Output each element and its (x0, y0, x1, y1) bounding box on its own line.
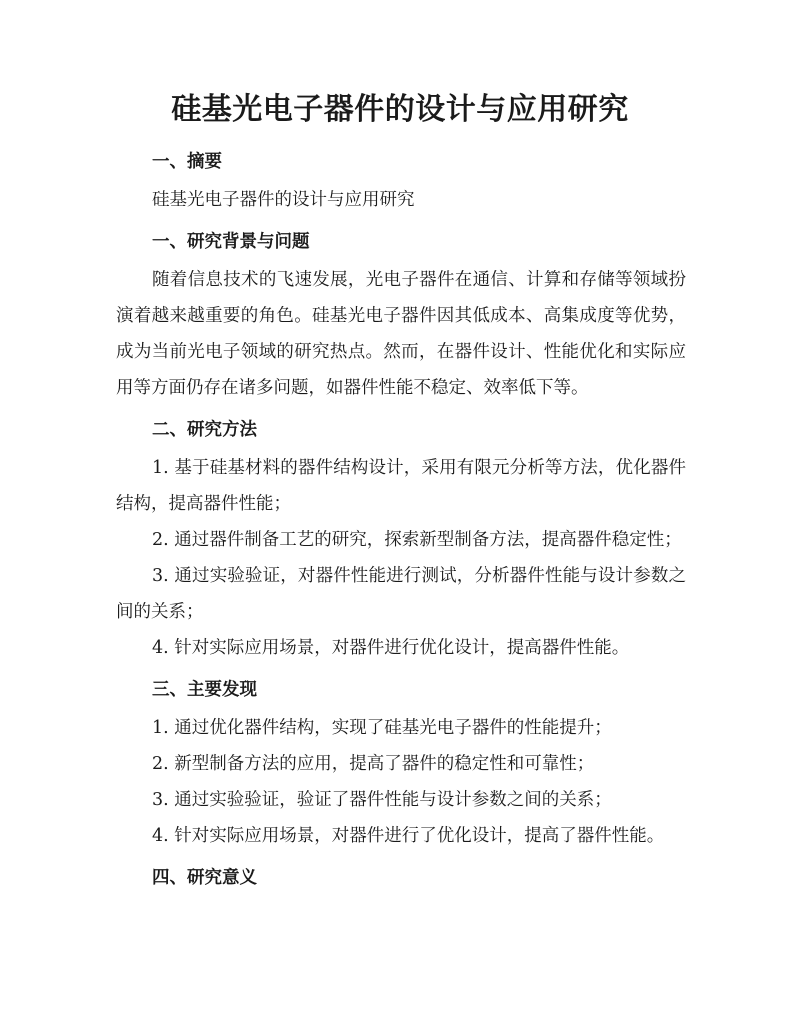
findings-item-3: 3. 通过实验验证，验证了器件性能与设计参数之间的关系； (152, 790, 612, 810)
methods-item-2: 2. 通过器件制备工艺的研究，探索新型制备方法，提高器件稳定性； (152, 530, 682, 550)
section-heading-abstract: 一、摘要 (152, 152, 222, 172)
findings-item-2: 2. 新型制备方法的应用，提高了器件的稳定性和可靠性； (152, 754, 595, 774)
methods-item-1: 1. 基于硅基材料的器件结构设计，采用有限元分析等方法，优化器件结构，提高器件性能； (116, 458, 686, 514)
document-body (116, 142, 686, 898)
background-text: 随着信息技术的飞速发展，光电子器件在通信、计算和存储等领域扮演着越来越重要的角色。硅基光电子器件因其低成本、高集成度等优势，成为当前光电子领域的研究热点。然而，在器件设计、性能优化和实际应用等方面仍存在诸多问题，如器件性能不稳定、效率低下等。 (116, 270, 686, 398)
section-heading-background: 一、研究背景与问题 (152, 232, 310, 252)
section-heading-methods: 二、研究方法 (152, 420, 257, 440)
methods-item-3: 3. 通过实验验证，对器件性能进行测试，分析器件性能与设计参数之间的关系； (116, 566, 686, 622)
findings-item-1: 1. 通过优化器件结构，实现了硅基光电子器件的性能提升； (152, 718, 612, 738)
abstract-text: 硅基光电子器件的设计与应用研究 (152, 190, 415, 210)
findings-item-4: 4. 针对实际应用场景，对器件进行了优化设计，提高了器件性能。 (152, 826, 665, 846)
section-heading-significance: 四、研究意义 (152, 868, 257, 888)
section-heading-findings: 三、主要发现 (152, 680, 257, 700)
document-title: 硅基光电子器件的设计与应用研究 (171, 92, 629, 127)
methods-item-4: 4. 针对实际应用场景，对器件进行优化设计，提高器件性能。 (152, 638, 630, 658)
